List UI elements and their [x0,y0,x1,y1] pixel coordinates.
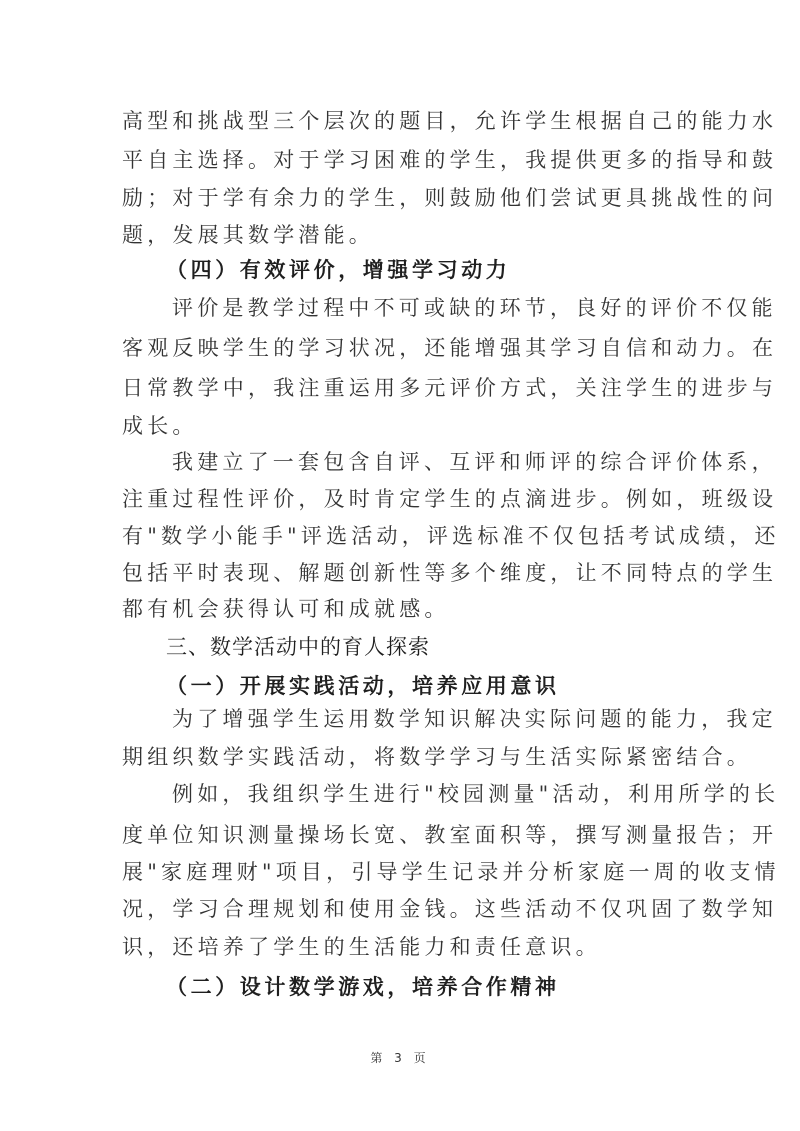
paragraph-line: 评价是教学过程中不可或缺的环节，良好的评价不仅能 [172,296,777,320]
paragraph-line: 期组织数学实践活动，将数学学习与生活实际紧密结合。 [122,745,752,769]
paragraph-line: 识，还培养了学生的生活能力和责任意识。 [122,935,601,959]
paragraph-line: 成长。 [122,414,198,438]
subheading-four: （四）有效评价，增强学习动力 [166,257,511,282]
page-number: 第 3 页 [370,1051,430,1065]
paragraph-line: 况，学习合理规划和使用金钱。这些活动不仅巩固了数学知 [122,897,778,921]
subheading-one: （一）开展实践活动，培养应用意识 [166,673,560,698]
paragraph-line: 注重过程性评价，及时肯定学生的点滴进步。例如，班级设 [122,487,778,511]
paragraph-line: 度单位知识测量操场长宽、教室面积等，撰写测量报告；开 [122,823,778,847]
subheading-two: （二）设计数学游戏，培养合作精神 [166,974,560,999]
paragraph-line: 展"家庭理财"项目，引导学生记录并分析家庭一周的收支情 [122,860,780,884]
paragraph-line: 例如，我组织学生进行"校园测量"活动，利用所学的长 [172,782,780,806]
paragraph-line: 励；对于学有余力的学生，则鼓励他们尝试更具挑战性的问 [122,186,778,210]
paragraph-line: 为了增强学生运用数学知识解决实际问题的能力，我定 [172,707,777,731]
paragraph-line: 我建立了一套包含自评、互评和师评的综合评价体系， [172,450,777,474]
paragraph-line: 都有机会获得认可和成就感。 [122,597,450,621]
section-heading-three: 三、数学活动中的育人探索 [166,635,430,659]
paragraph-line: 平自主选择。对于学习困难的学生，我提供更多的指导和鼓 [122,148,778,172]
paragraph-line: 日常教学中，我注重运用多元评价方式，关注学生的进步与 [122,376,778,400]
paragraph-line: 题，发展其数学潜能。 [122,223,374,247]
paragraph-line: 包括平时表现、解题创新性等多个维度，让不同特点的学生 [122,561,778,585]
paragraph-line: 有"数学小能手"评选活动，评选标准不仅包括考试成绩，还 [122,524,780,548]
paragraph-line: 客观反映学生的学习状况，还能增强其学习自信和动力。在 [122,336,778,360]
paragraph-line: 高型和挑战型三个层次的题目，允许学生根据自己的能力水 [122,109,778,133]
